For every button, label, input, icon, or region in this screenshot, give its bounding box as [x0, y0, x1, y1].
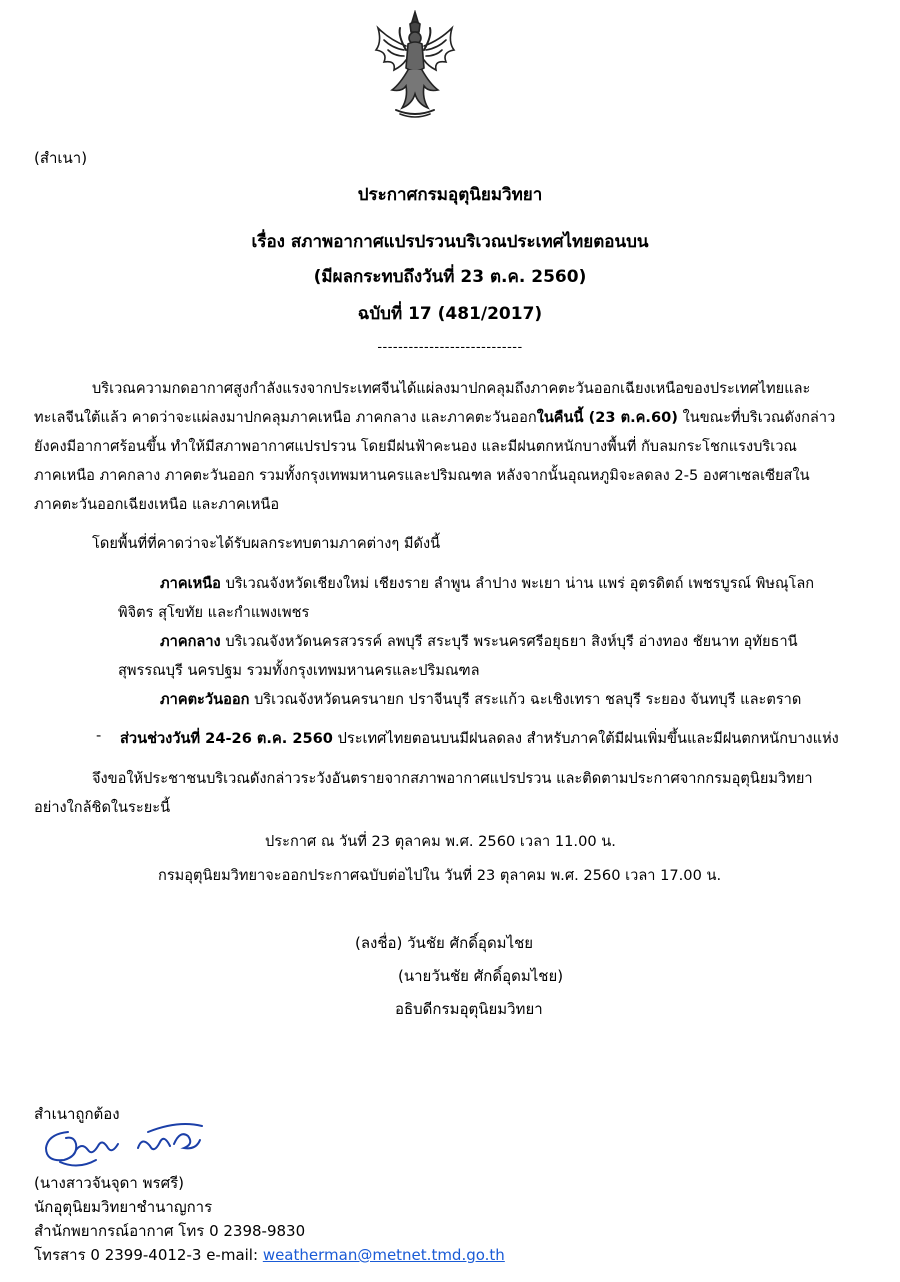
region-provinces: บริเวณจังหวัดเชียงใหม่ เชียงราย ลำพูน ลำปาง พะเยา น่าน แพร่ อุตรดิตถ์ เพชรบูรณ์ พิษณุโลก [220, 575, 815, 592]
region-provinces: บริเวณจังหวัดนครนายก ปราจีนบุรี สระแก้ว ฉะเชิงเทรา ชลบุรี ระยอง จันทบุรี และตราด [249, 691, 802, 708]
issued-time: ประกาศ ณ วันที่ 23 ตุลาคม พ.ศ. 2560 เวลา 11.00 น. [265, 833, 616, 850]
office-phone: สำนักพยากรณ์อากาศ โทร 0 2398-9830 [34, 1222, 306, 1240]
paragraph-text: ทะเลจีนใต้แล้ว คาดว่าจะแผ่ลงมาปกคลุมภาคเหนือ ภาคกลาง และภาคตะวันออก [34, 409, 537, 426]
warning-line: อย่างใกล้ชิดในระยะนี้ [34, 799, 171, 816]
outlook-text: ประเทศไทยตอนบนมีฝนลดลง สำหรับภาคใต้มีฝนเพิ่มขึ้นและมีฝนตกหนักบางแห่ง [332, 730, 839, 747]
signer-name: (นายวันชัย ศักดิ์อุดมไชย) [398, 967, 564, 985]
warning-line: จึงขอให้ประชาชนบริเวณดังกล่าวระวังอันตรายจากสภาพอากาศแปรปรวน และติดตามประกาศจากกรมอุตุนิยมวิทยา [92, 770, 813, 787]
signer-position: อธิบดีกรมอุตุนิยมวิทยา [395, 1000, 543, 1018]
region-provinces: บริเวณจังหวัดนครสวรรค์ ลพบุรี สระบุรี พระนครศรีอยุธยา สิงห์บุรี อ่างทอง ชัยนาท อุทัยธานี [220, 633, 798, 650]
certifier-position: นักอุตุนิยมวิทยาชำนาญการ [34, 1198, 213, 1216]
region-east [160, 688, 801, 711]
paragraph-line: ภาคตะวันออกเฉียงเหนือ และภาคเหนือ [34, 496, 280, 513]
copy-label: (สำเนา) [34, 149, 88, 167]
outlook-line [120, 727, 839, 750]
region-label: ภาคตะวันออก [160, 691, 250, 708]
region-central-cont: สุพรรณบุรี นครปฐม รวมทั้งกรุงเทพมหานครและปริมณฑล [118, 662, 480, 679]
paragraph-line: ภาคเหนือ ภาคกลาง ภาคตะวันออก รวมทั้งกรุงเทพมหานครและปริมณฑล หลังจากนั้นอุณหภูมิจะลดลง 2-5 องศาเซลเซียสใน [34, 467, 810, 484]
paragraph-line: บริเวณความกดอากาศสูงกำลังแรงจากประเทศจีนได้แผ่ลงมาปกคลุมถึงภาคตะวันออกเฉียงเหนือของประเทศไทยและ [92, 380, 811, 397]
issue-number: ฉบับที่ 17 (481/2017) [357, 304, 543, 324]
effect-period: (มีผลกระทบถึงวันที่ 23 ต.ค. 2560) [313, 267, 587, 287]
divider: ---------------------------- [377, 340, 523, 355]
outlook-bullet: - [96, 727, 102, 744]
areas-intro: โดยพื้นที่ที่คาดว่าจะได้รับผลกระทบตามภาคต่างๆ มีดังนี้ [92, 535, 441, 552]
fax-number: โทรสาร 0 2399-4012-3 e-mail: [34, 1246, 263, 1264]
email-link[interactable]: weatherman@metnet.tmd.go.th [262, 1246, 505, 1264]
announcement-title: ประกาศกรมอุตุนิยมวิทยา [357, 185, 543, 205]
region-label: ภาคกลาง [160, 633, 221, 650]
handwritten-signature [38, 1116, 208, 1172]
signed-by: (ลงชื่อ) วันชัย ศักดิ์อุดมไชย [355, 934, 534, 952]
highlight-date: ในคืนนี้ (23 ต.ค.60) [536, 409, 678, 426]
paragraph-line [34, 406, 835, 429]
certified-copy-label: สำเนาถูกต้อง [34, 1105, 120, 1123]
fax-email-line [34, 1243, 505, 1267]
paragraph-line: ยังคงมีอากาศร้อนขึ้น ทำให้มีสภาพอากาศแปรปรวน โดยมีฝนฟ้าคะนอง และมีฝนตกหนักบางพื้นที่ กับลมกระโชกแรงบริเวณ [34, 438, 797, 455]
region-north [160, 572, 814, 595]
region-label: ภาคเหนือ [160, 575, 221, 592]
certifier-name: (นางสาวจันจุดา พรศรี) [34, 1174, 184, 1192]
paragraph-text: ในขณะที่บริเวณดังกล่าว [677, 409, 836, 426]
announcement-subject: เรื่อง สภาพอากาศแปรปรวนบริเวณประเทศไทยตอนบน [251, 232, 649, 252]
region-central [160, 630, 798, 653]
outlook-label: ส่วนช่วงวันที่ 24-26 ต.ค. 2560 [120, 730, 333, 747]
garuda-emblem-icon [370, 10, 460, 120]
next-issue: กรมอุตุนิยมวิทยาจะออกประกาศฉบับต่อไปใน วันที่ 23 ตุลาคม พ.ศ. 2560 เวลา 17.00 น. [158, 867, 722, 884]
region-north-cont: พิจิตร สุโขทัย และกำแพงเพชร [118, 604, 310, 621]
